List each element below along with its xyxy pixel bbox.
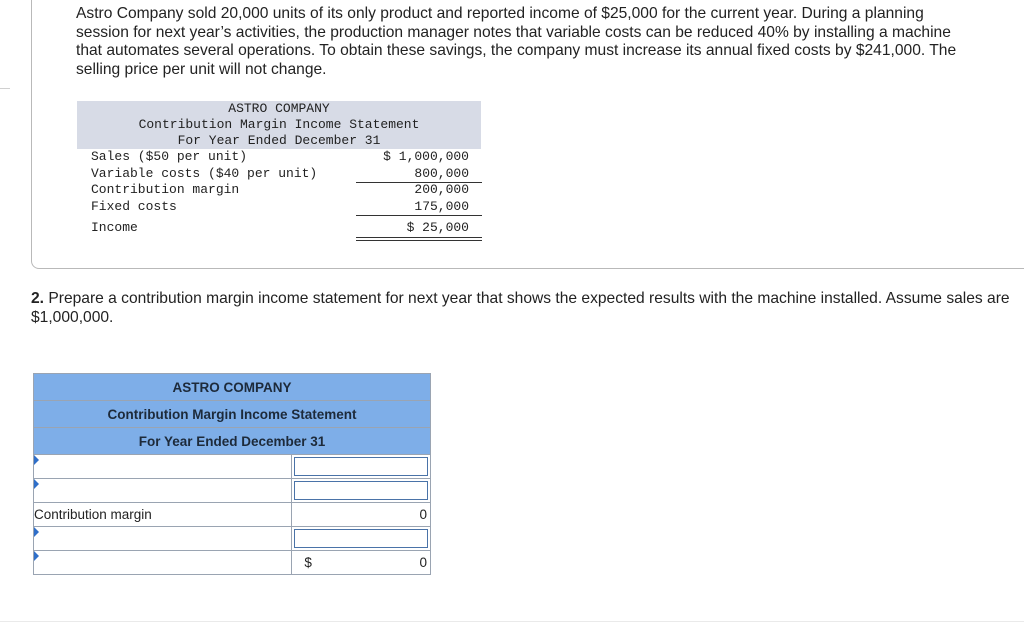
answer-header-period-row: [34, 428, 431, 455]
dropdown-flag-icon: [34, 455, 39, 465]
bottom-divider: [0, 621, 1024, 622]
contribution-margin-value: 0: [419, 507, 427, 522]
row-value: 800,000: [414, 166, 469, 181]
statement-company: ASTRO COMPANY: [228, 101, 330, 116]
contribution-margin-cell: [292, 503, 431, 527]
answer-input-row-3: [34, 527, 431, 551]
amount-input[interactable]: [294, 481, 428, 500]
underline: [356, 215, 482, 216]
row-label: Fixed costs: [91, 199, 177, 214]
statement-row-income: [77, 220, 481, 236]
dropdown-flag-icon: [34, 551, 39, 561]
answer-header-company-row: [34, 374, 431, 401]
double-underline-bottom: [356, 240, 482, 241]
row-value: 175,000: [414, 199, 469, 214]
row-label: Income: [91, 220, 138, 235]
row-label: Sales ($50 per unit): [91, 149, 248, 164]
row-value: 200,000: [414, 182, 469, 197]
statement-row-fixed-costs: [77, 199, 481, 215]
row-label: Contribution margin: [91, 182, 240, 197]
dropdown-flag-icon: [34, 479, 39, 489]
given-income-statement: [77, 101, 481, 241]
amount-input-cell: [292, 479, 431, 503]
currency-symbol: $: [304, 555, 312, 570]
answer-company: ASTRO COMPANY: [34, 374, 431, 401]
amount-input-cell: [292, 527, 431, 551]
answer-input-row-2: [34, 479, 431, 503]
row-value: $ 1,000,000: [383, 149, 469, 164]
answer-title: Contribution Margin Income Statement: [34, 401, 431, 428]
question-text: Prepare a contribution margin income statement for next year that shows the expected results with the machine installed. Assume sales are $1,000,000.: [31, 290, 1010, 326]
line-item-dropdown[interactable]: [34, 479, 292, 503]
double-underline-top: [356, 237, 482, 238]
amount-input[interactable]: [294, 529, 428, 548]
left-divider: [0, 88, 10, 89]
statement-row-contribution-margin: [77, 182, 481, 198]
statement-header: [77, 101, 481, 149]
income-value: 0: [419, 555, 427, 570]
contribution-margin-label: Contribution margin: [34, 503, 292, 527]
line-item-dropdown[interactable]: [34, 551, 292, 575]
answer-contribution-margin-row: [34, 503, 431, 527]
amount-input-cell: [292, 455, 431, 479]
amount-input[interactable]: [294, 457, 428, 476]
statement-row-sales: [77, 149, 481, 165]
answer-input-row-1: [34, 455, 431, 479]
question-2: [31, 289, 1021, 327]
answer-income-row: [34, 551, 431, 575]
row-value: $ 25,000: [406, 220, 469, 235]
statement-row-variable-costs: [77, 166, 481, 182]
question-number: 2.: [31, 290, 45, 307]
dropdown-flag-icon: [34, 527, 39, 537]
line-item-dropdown[interactable]: [34, 527, 292, 551]
row-label: Variable costs ($40 per unit): [91, 166, 318, 181]
answer-period: For Year Ended December 31: [34, 428, 431, 455]
statement-period: For Year Ended December 31: [177, 133, 381, 148]
answer-header-title-row: [34, 401, 431, 428]
problem-text: Astro Company sold 20,000 units of its only product and reported income of $25,000 for the current year. During a planning session for next year’s activities, the production manager notes that variable costs can be reduced 40% by installing a machine that automates several operations. To obtain these savings, the company must increase its annual fixed costs by $241,000. The selling price per unit will not change.: [76, 5, 957, 78]
income-cell: [292, 551, 431, 575]
answer-table: [33, 373, 431, 575]
line-item-dropdown[interactable]: [34, 455, 292, 479]
statement-title: Contribution Margin Income Statement: [138, 117, 420, 132]
